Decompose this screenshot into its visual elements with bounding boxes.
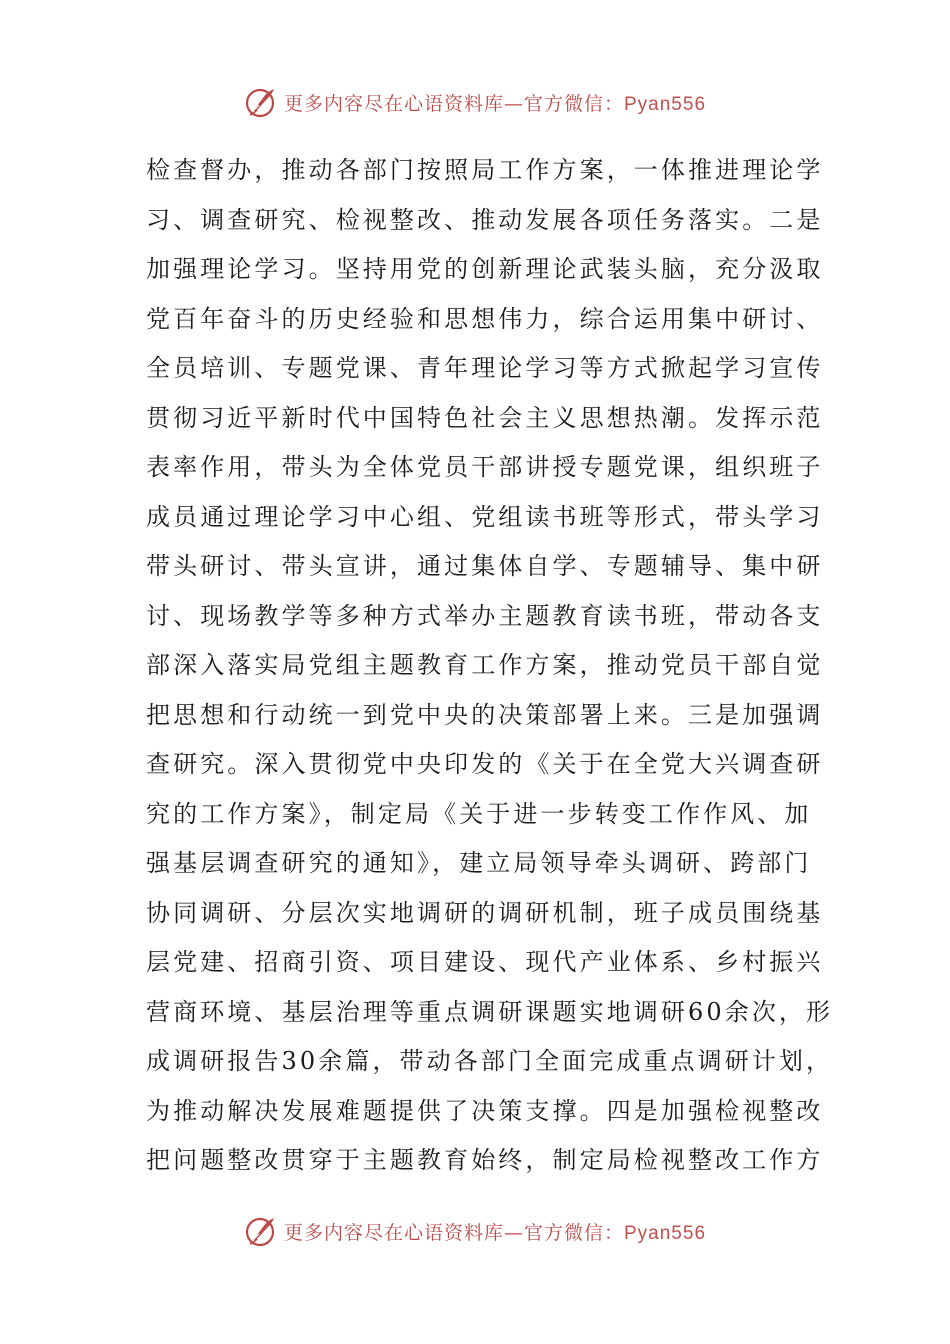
document-body (146, 146, 834, 1186)
header-banner-text (284, 89, 706, 116)
footer-banner-label: 更多内容尽在心语资料库—官方微信： (283, 1221, 624, 1244)
body-line: 习、调查研究、检视整改、推动发展各项任务落实。二是 (146, 205, 824, 234)
body-line: 贯彻习近平新时代中国特色社会主义思想热潮。发挥示范 (146, 403, 824, 432)
body-line: 为推动解决发展难题提供了决策支撑。四是加强检视整改 (146, 1096, 824, 1125)
body-line: 表率作用，带头为全体党员干部讲授专题党课，组织班子 (146, 453, 824, 481)
footer-banner (0, 1209, 950, 1253)
body-line: 部深入落实局党组主题教育工作方案，推动党员干部自觉 (146, 651, 824, 679)
body-line: 党百年奋斗的历史经验和思想伟力，综合运用集中研讨、 (146, 304, 824, 333)
body-line: 成员通过理论学习中心组、党组读书班等形式，带头学习 (146, 502, 824, 531)
body-line: 讨、现场教学等多种方式举办主题教育读书班，带动各支 (146, 601, 824, 630)
body-line: 强基层调查研究的通知》，建立局领导牵头调研、跨部门 (146, 849, 812, 877)
footer-banner-text (284, 1218, 706, 1245)
body-line: 究的工作方案》，制定局《关于进一步转变工作作风、加 (146, 799, 812, 828)
quill-logo-icon (244, 85, 278, 119)
body-line: 带头研讨、带头宣讲，通过集体自学、专题辅导、集中研 (146, 552, 824, 580)
header-wechat-id: Pyan556 (624, 93, 707, 115)
footer-wechat-id: Pyan556 (624, 1222, 707, 1244)
body-line: 把问题整改贯穿于主题教育始终，制定局检视整改工作方 (146, 1146, 824, 1174)
header-banner-label: 更多内容尽在心语资料库—官方微信： (283, 92, 624, 115)
quill-logo-icon (244, 1214, 278, 1248)
body-line: 把思想和行动统一到党中央的决策部署上来。三是加强调 (146, 700, 824, 729)
body-line: 成调研报告30余篇，带动各部门全面完成重点调研计划， (146, 1047, 834, 1075)
header-banner (0, 80, 950, 124)
body-line: 全员培训、专题党课、青年理论学习等方式掀起学习宣传 (146, 354, 824, 382)
body-line: 层党建、招商引资、项目建设、现代产业体系、乡村振兴 (146, 948, 824, 976)
body-line: 检查督办，推动各部门按照局工作方案，一体推进理论学 (146, 156, 824, 184)
body-line: 协同调研、分层次实地调研的调研机制，班子成员围绕基 (146, 898, 824, 927)
body-line: 营商环境、基层治理等重点调研课题实地调研60余次，形 (146, 997, 834, 1026)
body-line: 加强理论学习。坚持用党的创新理论武装头脑，充分汲取 (146, 255, 824, 283)
body-line: 查研究。深入贯彻党中央印发的《关于在全党大兴调查研 (146, 750, 824, 778)
